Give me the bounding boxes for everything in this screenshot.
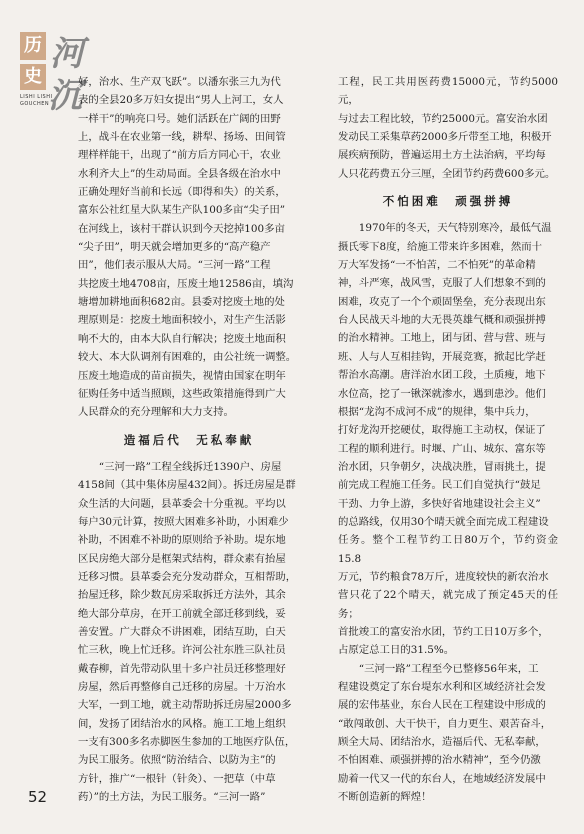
section-heading-1: 造福后代 无私奉献 [123,432,255,447]
left-column [78,73,300,806]
left-paragraph-2: “三河一路”工程全线拆迁1390户、房屋 4158间（其中集体房屋432间）。拆迁房屋是群 众生活的大问题，县革委会十分重视。平均以 每户30元计算，按照大困难多补助，小困难少 补助，不困难不补助的原则给予补助。堤东地 区民房绝大部分是框架式结构，群众素有抬屋 迁移习惯。县革委会充分发动群众，互相帮助， 抬屋迁移，除少数瓦房采取拆迁方法外，其余 绝大部分草房，在开工前就全部迁移到线，妥 善安置。广大群众不讲困难，团结互助，白天 忙三秋，晚上忙迁移。许河公社东胜三队社员 戴春柳，首先带动队里十多户社员迁移整理好 房屋，然后再整修自己迁移的房屋。十万治水 大军，一到工地，就主动帮助拆迁房屋2000多 间，发扬了团结治水的风格。施工工地上组织 一支有300多名赤脚医生参加的工地医疗队伍， 为民工服务。依照“防治结合、以防为主”的 方针，推广“一根针（针灸）、一把草（中草 药）”的土方法，为民工服务。“三河一路” [78,460,297,804]
header-char-li: 历 [20,32,46,60]
header-big-char-2: 沉 [48,76,82,116]
page-number: 52 [28,788,48,806]
right-column [338,73,558,806]
header-pinyin-2: GOUCHEN [20,101,50,107]
header-char-shi: 史 [20,64,46,90]
header-pinyin-1: LISHI LISHI [20,94,53,100]
section-heading-2: 不怕困难 顽强拼搏 [382,194,514,209]
header-big-char-1: 河 [50,34,84,74]
right-paragraph-2: 1970年的冬天，天气特别寒冷，最低气温 摄氏零下8度，给施工带来许多困难，然而十 万大军发扬“一不怕苦，二不怕死”的革命精 神，斗严寒，战风雪，克服了人们想象不到的 困难，攻克了一个个顽固堡垒，充分表现出东 台人民战天斗地的大无畏英雄气概和顽强拼搏 的治水精神。工地上，团与团、营与营、班与 班、人与人互相挂钩，开展竞赛，掀起比学赶 帮治水高潮。唐洋治水团工段，土质瘦，地下 水位高，挖了一锹深就渗水，遇到患沙。他们 根据“龙沟不成河不成”的规律，集中兵力， 打好龙沟开挖硬仗，取得施工主动权，保证了 工程的顺利进行。时堰、广山、城东、富东等 治水团，只争朝夕，决战决胜，冒雨挑土，提 前完成工程施工任务。民工们自觉执行“鼓足 干劲、力争上游，多快好省地建设社会主义” 的总路线，仅用30个晴天就全面完成工程建设 任务。整个工程节约工日80万个，节约资金15.8 万元，节约粮食78万斤，进度较快的新农治水 营只花了22个晴天，就完成了预定45天的任务； 首批竣工的富安治水团，节约工日10万多个， 占原定总工日的31.5%。 [338,222,558,657]
right-paragraph-1: 工程，民工共用医药费15000元，节约5000元， 与过去工程比较，节约25000元。富安治水团 发动民工采集草药2000多斤带至工地，积极开 展疾病预防，普遍运用土方土法治病，平均每 人只花药费五分三厘，全团节约药费600多元。 [338,76,558,180]
right-paragraph-3: “三河一路”工程至今已整修56年来，工 程建设奠定了东台堤东水利和区域经济社会发 展的宏伟基业，东台人民在工程建设中形成的 “敢闯敢创、大干快干，自力更生、艰苦奋斗， 顾全大局、团结治水，造福后代、无私奉献， 不怕困难、顽强拼搏的治水精神”，至今仍激 励着一代又一代的东台人，在地域经济发展中 不断创造新的辉煌！ [338,662,552,804]
left-paragraph-1: 好，治水、生产双飞跃”。以潘东张三九为代 表的全县20多万妇女提出“男人上河工，女人 一样干”的响亮口号。她们活跃在广阔的田野 上，战斗在农业第一线，耕犁、扬场、田间管 理样样能干，出现了“前方后方同心干，农业 水利齐大上”的生动局面。全县各级在治水中 正确处理好当前和长远（即得和失）的关系， 富东公社红星大队某生产队100多亩“尖子田” 在河线上，该村干群认识到今天挖掉100多亩 “尖子田”，明天就会增加更多的“高产稳产 田”，他们表示服从大局。“三河一路”工程 共挖废土地4708亩，压废土地12586亩，填沟 塘增加耕地面积682亩。县委对挖废土地的处 理原则是：挖废土地面积较小，对生产生活影 响不大的，由本大队自行解决；挖废土地面积 较大、本大队调剂有困难的，由公社统一调整。 压废土地造成的苗亩损失，视情由国家在明年 征购任务中适当照顾，这些政策措施得到广大 人民群众的充分理解和大力支持。 [78,76,297,419]
